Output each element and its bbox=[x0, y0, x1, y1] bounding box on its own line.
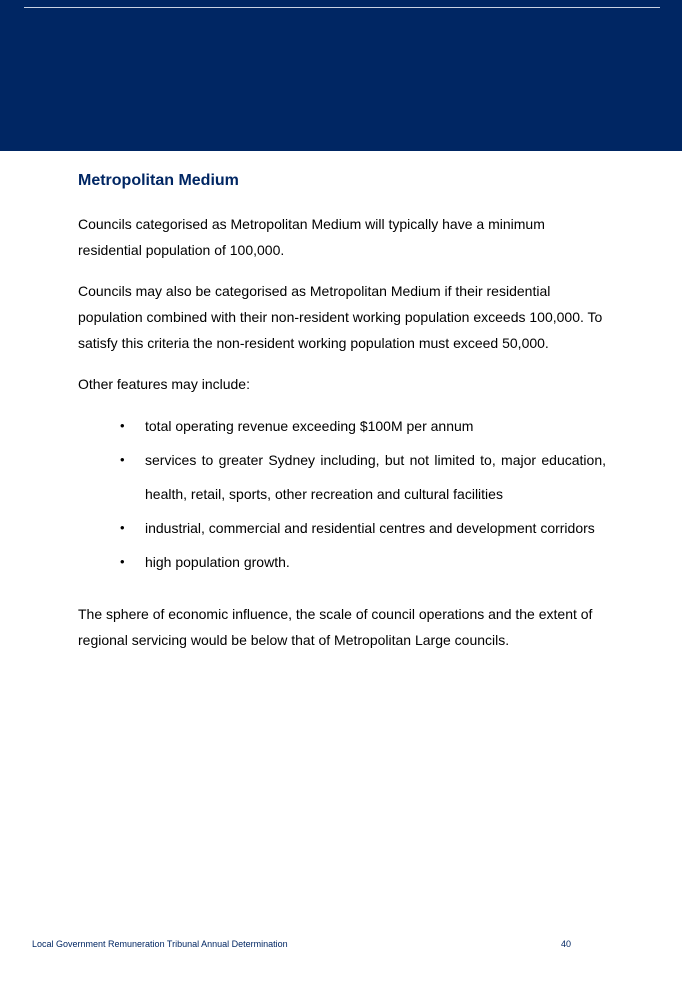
list-item bbox=[78, 409, 606, 443]
list-item-text: high population growth. bbox=[145, 554, 290, 570]
footer-page-number: 40 bbox=[561, 939, 572, 949]
main-content bbox=[78, 171, 606, 653]
header-band bbox=[0, 0, 682, 151]
list-item-text: total operating revenue exceeding $100M per annum bbox=[145, 418, 474, 434]
bullet-icon: • bbox=[120, 520, 125, 535]
list-item bbox=[78, 443, 606, 511]
header-rule bbox=[24, 7, 660, 8]
bullet-icon: • bbox=[120, 554, 125, 569]
paragraph-sphere-of-influence: The sphere of economic influence, the scale of council operations and the extent of regional servicing would be below that of Metropolitan Large councils. bbox=[78, 606, 593, 648]
paragraph-combined-population: Councils may also be categorised as Metropolitan Medium if their residential population combined with their non-resident working population exceeds 100,000. To satisfy this criteria the non-resident working population must exceed 50,000. bbox=[78, 283, 603, 351]
features-list bbox=[78, 409, 606, 579]
bullet-icon: • bbox=[120, 452, 125, 467]
footer-document-title: Local Government Remuneration Tribunal Annual Determination bbox=[32, 939, 288, 949]
paragraph-minimum-population: Councils categorised as Metropolitan Medium will typically have a minimum residential population of 100,000. bbox=[78, 216, 545, 258]
list-item-text: industrial, commercial and residential centres and development corridors bbox=[145, 520, 595, 536]
list-item bbox=[78, 511, 606, 545]
section-title: Metropolitan Medium bbox=[78, 172, 239, 189]
list-item bbox=[78, 545, 606, 579]
bullet-icon: • bbox=[120, 418, 125, 433]
list-item-text: services to greater Sydney including, but not limited to, major education, health, retail, sports, other recreation and cultural facilities bbox=[145, 452, 606, 502]
paragraph-other-features: Other features may include: bbox=[78, 376, 250, 392]
